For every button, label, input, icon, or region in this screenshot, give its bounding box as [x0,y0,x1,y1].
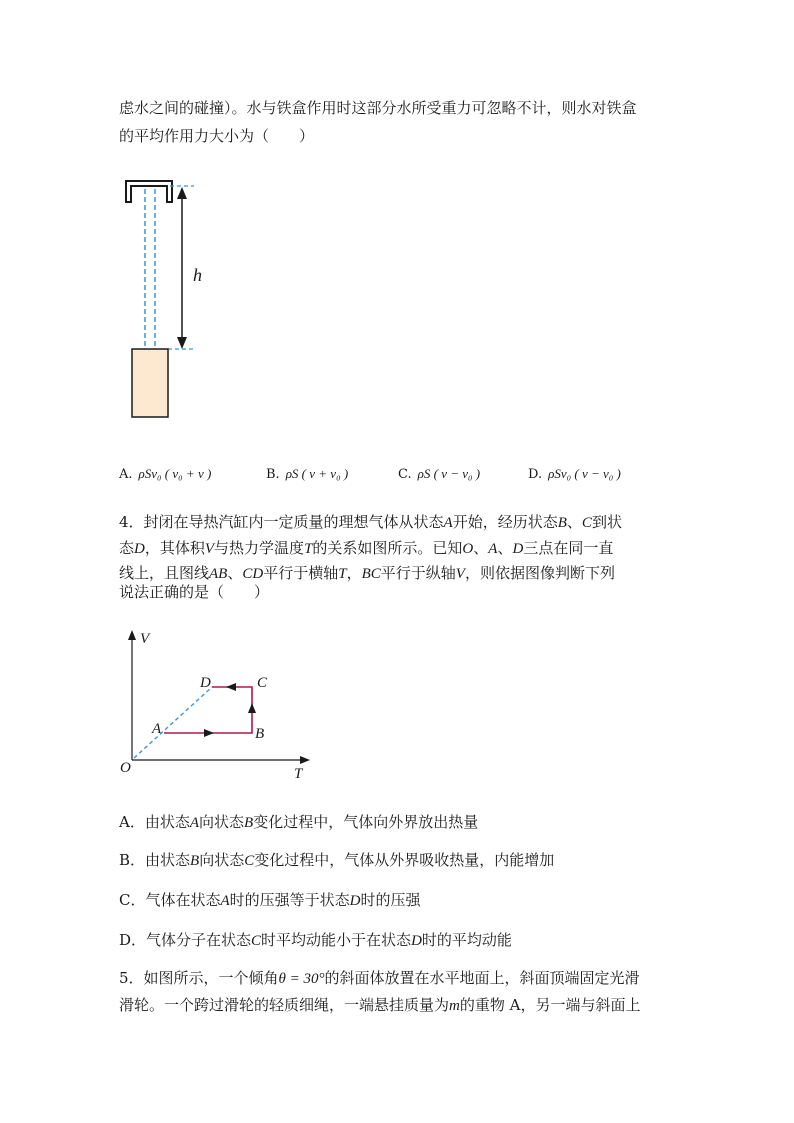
q3-option-a-formula: ρSv₀ ( v₀ + v ) [138,466,212,481]
q3-text-line-1: 虑水之间的碰撞）。水与铁盒作用时这部分水所受重力可忽略不计，则水对铁盒 [119,99,637,117]
q4-text-line-4: 说法正确的是（ ） [119,583,270,601]
nozzle-container [132,349,168,417]
height-label: h [193,265,202,285]
origin-label: O [120,760,131,776]
q3-option-b-formula: ρS ( v + v₀ ) [285,466,349,481]
point-d-label: D [200,675,211,691]
q3-text-line-2: 的平均作用力大小为（ ） [119,127,315,145]
q3-option-d[interactable]: D. ρSv₀ ( v − v₀ ) [528,466,621,482]
q4-text-line-3: 线上，且图线AB、CD平行于横轴T，BC平行于纵轴V，则依据图像判断下列 [119,564,615,582]
point-a-label: A [152,721,162,737]
t-axis-label: T [294,766,303,782]
arrow-b-to-c [248,703,256,713]
q3-option-c-formula: ρS ( v − v₀ ) [417,466,481,481]
point-c-label: C [257,675,268,691]
q4-option-a[interactable]: A．由状态A向状态B变化过程中，气体向外界放出热量 [119,813,479,831]
q4-text-line-2: 态D，其体积V与热力学温度T的关系如图所示。已知O、A、D三点在同一直 [119,539,614,557]
state-path [164,687,252,733]
water-jet-figure [120,175,220,425]
iron-box [126,181,172,202]
q4-option-d[interactable]: D．气体分子在状态C时平均动能小于在状态D时的平均动能 [119,931,512,949]
q3-option-b[interactable]: B. ρS ( v + v₀ ) [266,466,349,482]
q4-option-c[interactable]: C．气体在状态A时的压强等于状态D时的压强 [119,891,421,909]
o-d-dashed-line [134,687,212,758]
v-axis-label: V [140,631,150,647]
height-arrow-head-down [177,337,187,349]
height-arrow-head-up [177,187,187,199]
arrow-c-to-d [226,683,236,691]
q4-option-b[interactable]: B．由状态B向状态C变化过程中，气体从外界吸收热量，内能增加 [119,851,555,869]
q3-option-d-formula: ρSv₀ ( v − v₀ ) [548,466,621,481]
v-t-graph [112,625,317,785]
q5-text-line-2: 滑轮。一个跨过滑轮的轻质细绳，一端悬挂质量为m的重物 A，另一端与斜面上 [119,996,641,1014]
arrow-a-to-b [204,729,214,737]
q3-option-c[interactable]: C. ρS ( v − v₀ ) [398,466,481,482]
q3-option-a[interactable]: A. ρSv₀ ( v₀ + v ) [119,466,212,482]
v-axis-arrow [128,630,136,640]
point-b-label: B [255,726,265,742]
q4-text-line-1: 4．封闭在导热汽缸内一定质量的理想气体从状态A开始，经历状态B、C到状 [119,513,622,531]
t-axis-arrow [300,756,310,764]
q5-text-line-1: 5．如图所示，一个倾角θ = 30°的斜面体放置在水平地面上，斜面顶端固定光滑 [119,969,640,987]
